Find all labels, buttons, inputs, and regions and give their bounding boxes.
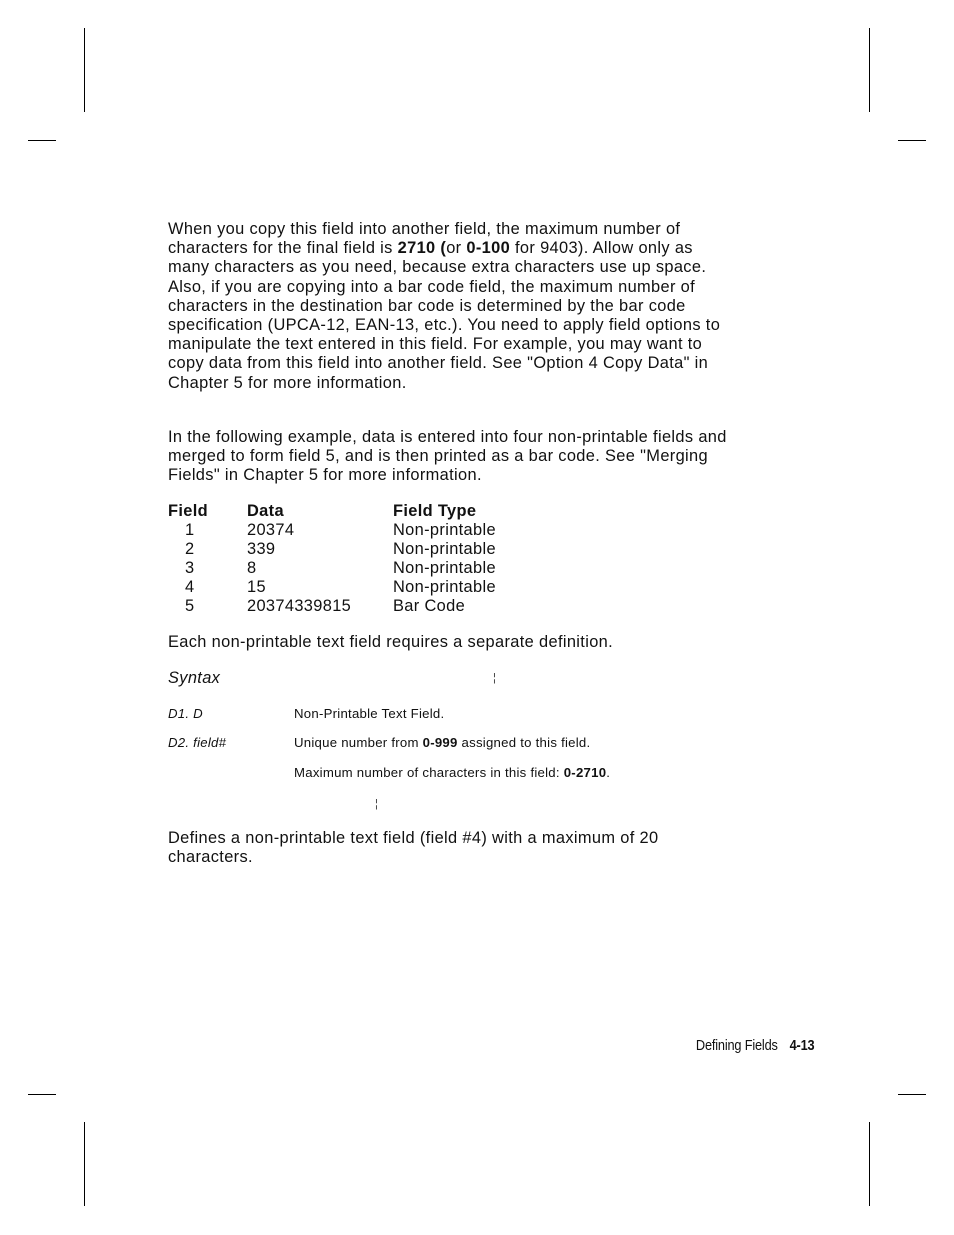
cell-data: 20374339815 bbox=[247, 597, 352, 615]
example-marker: ¦ bbox=[375, 798, 378, 810]
cell-type: Non-printable bbox=[393, 559, 496, 577]
cell-data: 339 bbox=[247, 540, 276, 558]
cell-data: 15 bbox=[247, 578, 266, 596]
page-footer bbox=[695, 1037, 814, 1054]
cell-type: Non-printable bbox=[393, 540, 496, 558]
syntax-marker: ¦ bbox=[493, 672, 496, 684]
header-data: Data bbox=[247, 502, 284, 520]
requirement-text: Each non-printable text field requires a separate definition. bbox=[168, 633, 614, 651]
example-paragraph: In the following example, data is entered into four non-printable fields and merged to form field 5, and is then printed as a bar code. See "Merging Fields" in Chapter 5 for more information. bbox=[168, 428, 727, 485]
crop-mark-top-left-horizontal bbox=[28, 140, 56, 141]
syntax-desc-d3: Maximum number of characters in this field: 0-2710. bbox=[294, 765, 611, 780]
syntax-term-d2: D2. field# bbox=[168, 735, 227, 750]
cell-type: Bar Code bbox=[393, 597, 466, 615]
crop-mark-bottom-left-vertical bbox=[84, 1122, 85, 1206]
cell-field: 3 bbox=[185, 559, 195, 577]
syntax-desc-d1: Non-Printable Text Field. bbox=[294, 706, 445, 721]
page-body bbox=[168, 220, 728, 393]
header-field: Field bbox=[168, 502, 208, 520]
cell-field: 2 bbox=[185, 540, 195, 558]
crop-mark-bottom-right-vertical bbox=[869, 1122, 870, 1206]
example-paragraph-wrap bbox=[168, 428, 728, 486]
crop-mark-bottom-left-horizontal bbox=[28, 1094, 56, 1095]
cell-type: Non-printable bbox=[393, 521, 496, 539]
syntax-label: Syntax bbox=[168, 669, 221, 687]
footer-page-number: 4-13 bbox=[789, 1037, 814, 1054]
cell-type: Non-printable bbox=[393, 578, 496, 596]
cell-field: 4 bbox=[185, 578, 195, 596]
header-field-type: Field Type bbox=[393, 502, 477, 520]
cell-field: 5 bbox=[185, 597, 195, 615]
crop-mark-bottom-right-horizontal bbox=[898, 1094, 926, 1095]
crop-mark-top-right-vertical bbox=[869, 28, 870, 112]
syntax-desc-d2: Unique number from 0-999 assigned to this field. bbox=[294, 735, 591, 750]
footer-section: Defining Fields bbox=[695, 1037, 778, 1054]
cell-data: 20374 bbox=[247, 521, 295, 539]
intro-paragraph: When you copy this field into another field, the maximum number of characters for the final field is 2710 (or 0-100 for 9403). Allow only as many characters as you need, because extra characters use up space. Also, if you are copying into a bar code field, the maximum number of characters in the destination bar code is determined by the bar code specification (UPCA-12, EAN-13, etc.). You need to apply field options to manipulate the text entered in this field. For example, you may want to copy data from this field into another field. See "Option 4 Copy Data" in Chapter 5 for more information. bbox=[168, 220, 721, 392]
cell-data: 8 bbox=[247, 559, 257, 577]
syntax-term-d1: D1. D bbox=[168, 706, 203, 721]
crop-mark-top-left-vertical bbox=[84, 28, 85, 112]
cell-field: 1 bbox=[185, 521, 195, 539]
definition-wrap bbox=[168, 829, 728, 867]
definition-text: Defines a non-printable text field (field #4) with a maximum of 20 characters. bbox=[168, 829, 659, 867]
crop-mark-top-right-horizontal bbox=[898, 140, 926, 141]
